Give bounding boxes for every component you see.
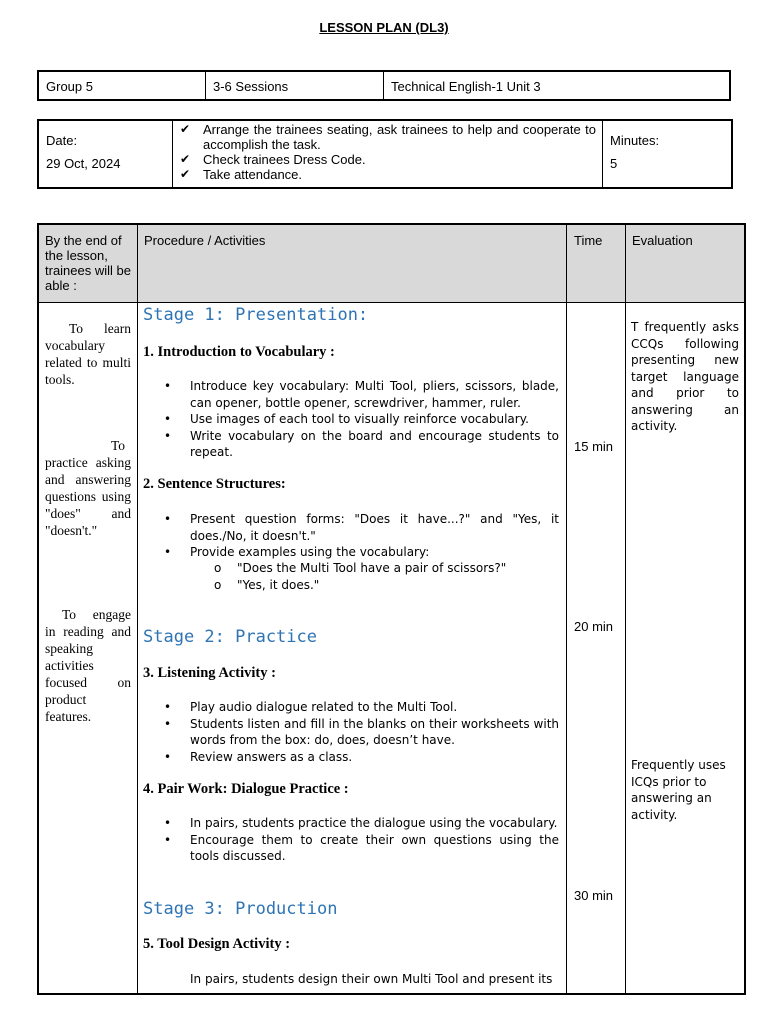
objectives-column <box>39 225 138 993</box>
list-item: • Review answers as a class. <box>190 749 559 766</box>
course-cell: Technical English-1 Unit 3 <box>391 79 541 94</box>
list-item: • Write vocabulary on the board and encourage students to repeat. <box>190 428 559 461</box>
stage-3-title: Stage 3: Production <box>143 899 338 919</box>
evaluation-note: Frequently uses ICQs prior to answering an activity. <box>631 758 726 822</box>
list-item: • Introduce key vocabulary: Multi Tool, pliers, scissors, blade, can opener, bottle opener, screwdriver, hammer, ruler. <box>190 378 559 411</box>
bullet-list <box>190 511 559 561</box>
check-icon: ✔ <box>180 122 191 136</box>
bullet-list <box>190 378 559 461</box>
list-item: o "Does the Multi Tool have a pair of scissors?" <box>237 560 506 577</box>
sessions-cell: 3-6 Sessions <box>206 72 384 99</box>
list-item: o "Yes, it does." <box>237 577 506 594</box>
time-column <box>567 225 626 993</box>
objective-item: To learn vocabulary related to multi tools. <box>45 321 131 387</box>
date-cell <box>39 121 173 187</box>
opening-table <box>37 119 733 189</box>
lesson-table <box>37 223 746 995</box>
task-list <box>180 122 596 182</box>
procedure-header: Procedure / Activities <box>144 233 266 248</box>
section-heading: 2. Sentence Structures: <box>143 476 286 492</box>
objective-item: To engage in reading and speaking activities focused on product features. <box>45 607 131 724</box>
page-title: LESSON PLAN (DL3) <box>319 20 449 35</box>
section-heading: 1. Introduction to Vocabulary : <box>143 344 335 360</box>
list-item: • Use images of each tool to visually reinforce vocabulary. <box>190 411 559 428</box>
minutes-cell <box>603 121 731 187</box>
check-icon: ✔ <box>180 167 191 181</box>
evaluation-note: T frequently asks CCQs following presenting new target language and prior to answering an activity. <box>631 320 739 433</box>
list-item: • Play audio dialogue related to the Multi Tool. <box>190 699 559 716</box>
list-item: • Students listen and fill in the blanks on their worksheets with words from the box: do, does, doesn’t have. <box>190 716 559 749</box>
list-item: • Provide examples using the vocabulary: <box>190 544 559 561</box>
objective-item: To practice asking and answering questions using "does" and "doesn't." <box>45 438 131 538</box>
evaluation-column <box>626 225 744 993</box>
list-item: • Encourage them to create their own questions using the tools discussed. <box>190 832 559 865</box>
minutes-value: 5 <box>610 156 618 171</box>
stage-2-title: Stage 2: Practice <box>143 627 317 647</box>
list-item: • In pairs, students design their own Multi Tool and present its <box>190 971 559 988</box>
task-item: ✔ Check trainees Dress Code. <box>180 152 366 167</box>
section-heading: 4. Pair Work: Dialogue Practice : <box>143 781 349 797</box>
task-item: ✔ Take attendance. <box>180 167 303 182</box>
bullet-list <box>190 971 559 991</box>
evaluation-header: Evaluation <box>632 233 693 248</box>
time-value: 20 min <box>574 619 614 634</box>
sub-list <box>237 560 506 593</box>
group-cell: Group 5 <box>39 72 206 99</box>
bullet-list <box>190 699 559 765</box>
check-icon: ✔ <box>180 152 191 166</box>
time-value: 15 min <box>574 439 614 454</box>
date-label: Date: <box>46 133 78 148</box>
info-table <box>37 70 731 101</box>
section-heading: 3. Listening Activity : <box>143 665 276 681</box>
time-value: 30 min <box>574 888 614 903</box>
date-value: 29 Oct, 2024 <box>46 156 121 171</box>
list-item: • Present question forms: "Does it have...?" and "Yes, it does./No, it doesn't." <box>190 511 559 544</box>
list-item: • In pairs, students practice the dialogue using the vocabulary. <box>190 815 559 832</box>
task-item: ✔ Arrange the trainees seating, ask trainees to help and cooperate to accomplish the task. <box>180 122 596 152</box>
bullet-list <box>190 815 559 865</box>
tasks-cell <box>173 121 603 187</box>
time-header: Time <box>574 233 603 248</box>
stage-1-title: Stage 1: Presentation: <box>143 305 369 325</box>
procedure-column <box>138 225 567 993</box>
objectives-header: By the end of the lesson, trainees will be able : <box>45 233 131 293</box>
section-heading: 5. Tool Design Activity : <box>143 936 291 952</box>
minutes-label: Minutes: <box>610 133 660 148</box>
